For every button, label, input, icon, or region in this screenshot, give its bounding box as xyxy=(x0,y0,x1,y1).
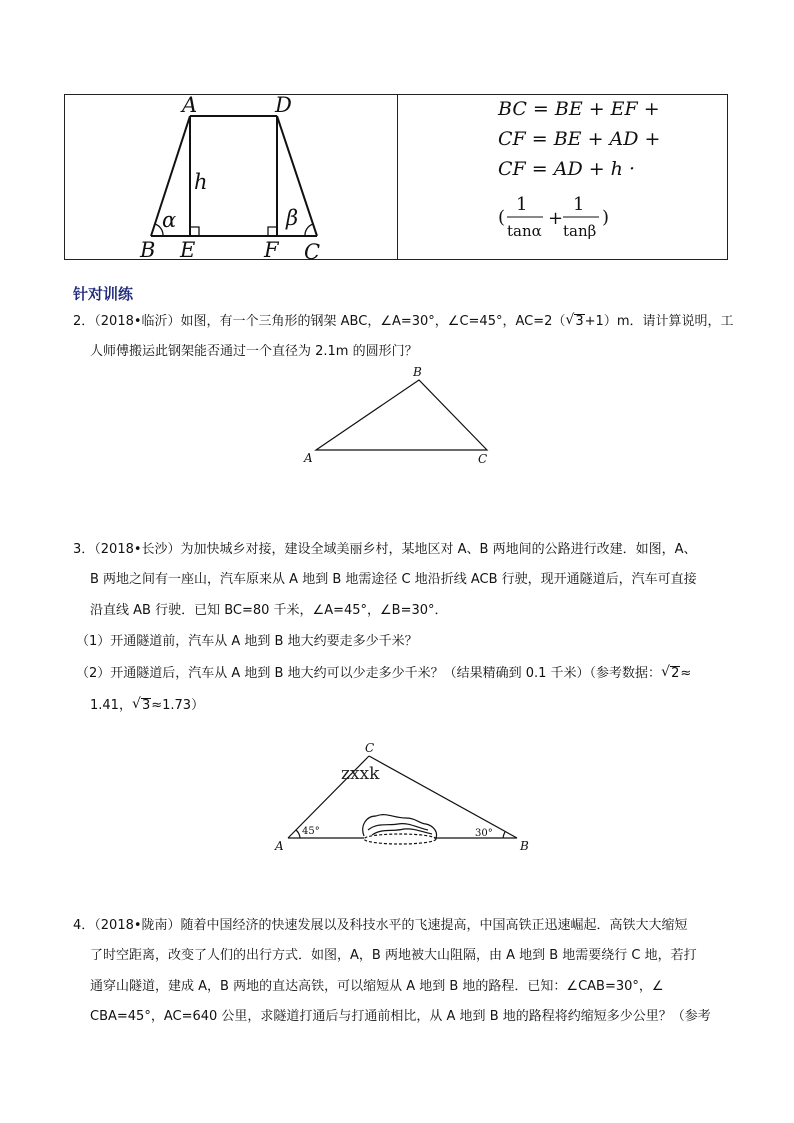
equation-line-1: BC = BE + EF + xyxy=(498,98,660,120)
mountain-ridge-1 xyxy=(368,824,428,830)
label-h: h xyxy=(194,170,208,194)
section-heading: 针对训练 xyxy=(73,285,134,303)
label-beta: β xyxy=(286,206,299,230)
problem4-line1: 4．（2018•陇南）随着中国经济的快速发展以及科技水平的飞速提高，中国高铁正迅速崛起．高铁大大缩短 xyxy=(73,918,688,933)
problem4-line4: CBA=45°，AC=640 公里，求隧道打通后与打通前相比，从 A 地到 B 地的路程将约缩短多少公里？（参考 xyxy=(90,1009,711,1024)
problem2-text-b: +1）m．请计算说明，工 xyxy=(584,314,734,329)
problem4-line2: 了时空距离，改变了人们的出行方式．如图，A，B 两地被大山阻隔，由 A 地到 B 地需要绕行 C 地，若打 xyxy=(90,948,697,963)
sqrt-3: √ 3 xyxy=(565,312,584,329)
right-angle-e xyxy=(190,227,199,236)
sqrt-radicand: 3 xyxy=(575,314,584,329)
equation-line-3: CF = AD + h · xyxy=(498,158,635,180)
watermark-text: zxxk xyxy=(341,764,380,784)
angle-label-a: 45° xyxy=(302,826,320,837)
problem3-line2: B 两地之间有一座山，汽车原来从 A 地到 B 地需途径 C 地沿折线 ACB 行驶，现开通隧道后，汽车可直接 xyxy=(90,572,697,587)
label-f: F xyxy=(264,238,279,261)
p3-label-b: B xyxy=(520,839,529,853)
example-table xyxy=(64,94,728,260)
angle-arc-b xyxy=(503,832,505,838)
problem3-line1: 3．（2018•长沙）为加快城乡对接，建设全域美丽乡村，某地区对 A、B 两地间的公路进行改建．如图，A、 xyxy=(73,542,697,557)
problem2-text-a: 2．（2018•临沂）如图，有一个三角形的钢架 ABC，∠A=30°，∠C=45°，AC=2（ xyxy=(73,314,566,329)
label-b: B xyxy=(140,238,156,261)
equations-cell xyxy=(398,95,728,261)
right-angle-f xyxy=(268,227,277,236)
problem2-line1 xyxy=(73,314,733,330)
problem4-line3: 通穿山隧道，建成 A，B 两地的直达高铁，可以缩短从 A 地到 B 地的路程．已知：∠CAB=30°，∠ xyxy=(90,979,664,994)
q2-value-2: ≈1.73） xyxy=(151,698,205,713)
tunnel-ellipse xyxy=(364,834,436,844)
sqrt-radicand-3: 3 xyxy=(141,698,151,713)
label-alpha: α xyxy=(162,208,177,232)
label-d: D xyxy=(275,95,292,117)
paren-close: ) xyxy=(602,207,610,228)
problem3-question2-line1 xyxy=(76,666,691,682)
triangle-abc xyxy=(316,380,487,450)
plus-sign: + xyxy=(548,208,564,229)
q2-value-1: 1.41， xyxy=(90,698,132,713)
frac2-denominator: tanβ xyxy=(563,222,597,240)
p2-label-b: B xyxy=(413,365,422,379)
problem2-line2: 人师傅搬运此钢架能否通过一个直径为 2.1m 的圆形门？ xyxy=(90,344,418,359)
fraction-expression xyxy=(498,193,638,243)
sqrt-3b: √ 3 xyxy=(131,696,151,713)
problem3-line3: 沿直线 AB 行驶．已知 BC=80 千米，∠A=45°，∠B=30°． xyxy=(90,603,448,618)
fraction-svg xyxy=(498,193,638,243)
p2-label-a: A xyxy=(304,451,313,465)
label-a: A xyxy=(182,95,198,117)
equation-line-2: CF = BE + AD + xyxy=(498,128,661,150)
problem2-triangle-figure xyxy=(296,364,496,466)
angle-label-b: 30° xyxy=(475,828,493,839)
p2-label-c: C xyxy=(478,452,488,466)
sqrt-2: √ 2 xyxy=(661,664,680,681)
frac2-numerator: 1 xyxy=(573,194,585,215)
p3-label-c: C xyxy=(365,741,375,755)
trapezoid-figure-cell xyxy=(65,95,397,261)
frac1-numerator: 1 xyxy=(516,194,528,215)
paren-open: ( xyxy=(498,207,506,228)
q2-approx: ≈ xyxy=(680,666,692,681)
frac1-denominator: tanα xyxy=(507,222,542,240)
label-c: C xyxy=(304,240,321,261)
angle-arc-a xyxy=(296,830,300,838)
label-e: E xyxy=(180,238,196,261)
q2-text: （2）开通隧道后，汽车从 A 地到 B 地大约可以少走多少千米？（结果精确到 0.1 千米）（参考数据： xyxy=(76,666,662,681)
p3-label-a: A xyxy=(275,839,284,853)
sqrt-radicand-2: 2 xyxy=(671,666,680,681)
trapezoid-figure xyxy=(65,95,397,261)
problem3-question2-line2 xyxy=(90,698,204,714)
problem3-mountain-figure xyxy=(268,736,538,856)
angle-arc-beta xyxy=(305,224,313,236)
problem3-question1: （1）开通隧道前，汽车从 A 地到 B 地大约要走多少千米？ xyxy=(76,634,418,649)
segment-cb xyxy=(369,756,517,838)
